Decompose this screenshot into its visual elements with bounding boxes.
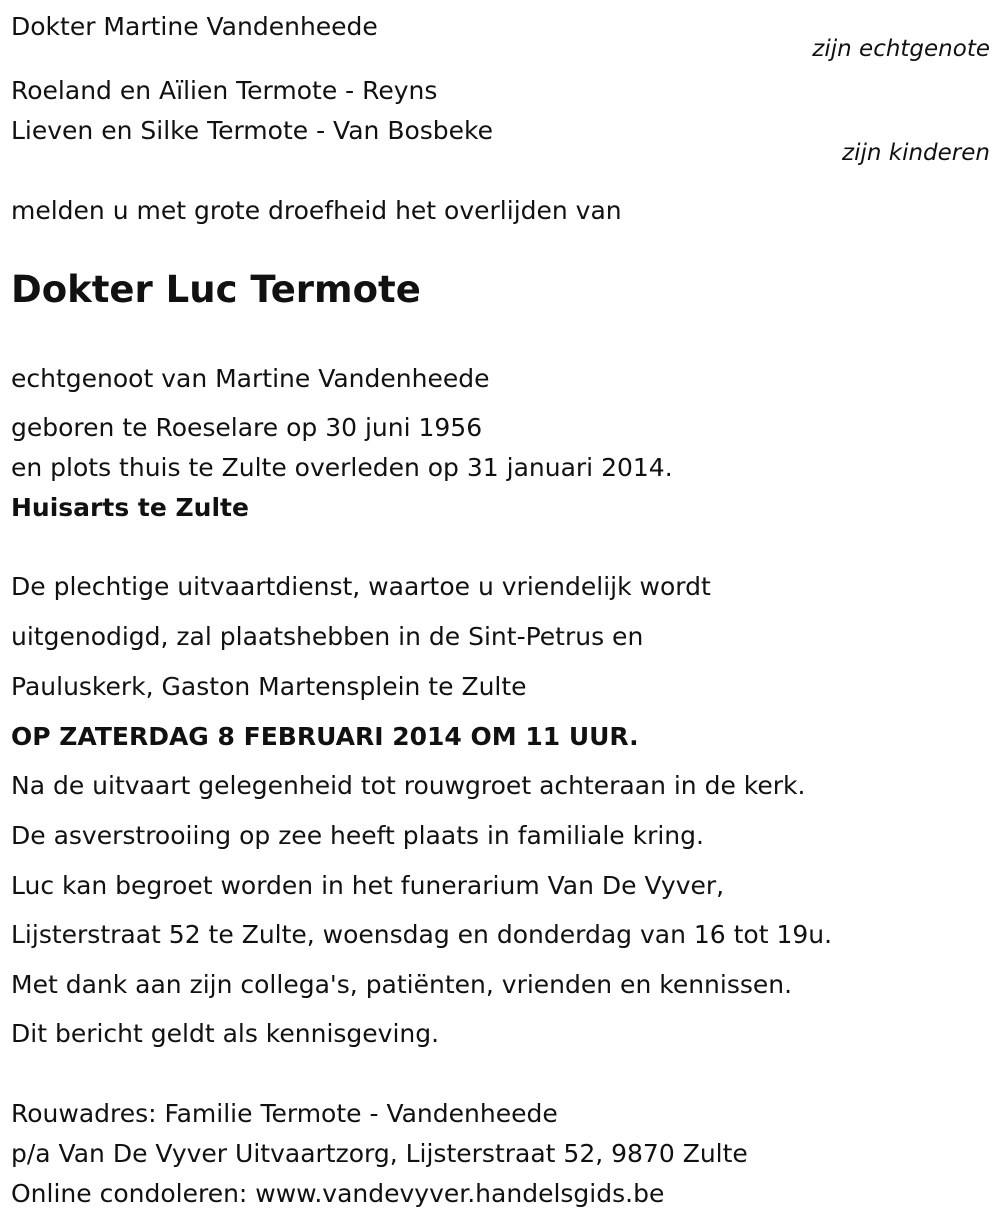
mourning-address: Rouwadres: Familie Termote - Vandenheede bbox=[11, 1099, 558, 1128]
deceased-relation: echtgenoot van Martine Vandenheede bbox=[11, 364, 490, 393]
funeral-home-address: p/a Van De Vyver Uitvaartzorg, Lijsterstraat 52, 9870 Zulte bbox=[11, 1139, 748, 1168]
ceremony-line-7: Luc kan begroet worden in het funerarium Van De Vyver, bbox=[11, 871, 725, 900]
death-info: en plots thuis te Zulte overleden op 31 januari 2014. bbox=[11, 453, 673, 482]
ceremony-date: OP ZATERDAG 8 FEBRUARI 2014 OM 11 UUR. bbox=[11, 722, 639, 751]
ceremony-line-3: Pauluskerk, Gaston Martensplein te Zulte bbox=[11, 672, 527, 701]
birth-info: geboren te Roeselare op 30 juni 1956 bbox=[11, 413, 483, 442]
announcement-text: melden u met grote droefheid het overlijden van bbox=[11, 196, 622, 225]
ceremony-line-2: uitgenodigd, zal plaatshebben in de Sint-Petrus en bbox=[11, 622, 644, 651]
spouse-label: zijn echtgenote bbox=[812, 36, 990, 62]
child-line-1: Roeland en Aïlien Termote - Reyns bbox=[11, 76, 438, 105]
online-condolence: Online condoleren: www.vandevyver.handelsgids.be bbox=[11, 1179, 665, 1208]
deceased-name: Dokter Luc Termote bbox=[11, 268, 421, 311]
child-line-2: Lieven en Silke Termote - Van Bosbeke bbox=[11, 116, 494, 145]
ceremony-line-8: Lijsterstraat 52 te Zulte, woensdag en donderdag van 16 tot 19u. bbox=[11, 920, 833, 949]
ceremony-line-6: De asverstrooiing op zee heeft plaats in familiale kring. bbox=[11, 821, 704, 850]
profession: Huisarts te Zulte bbox=[11, 493, 249, 522]
children-label: zijn kinderen bbox=[842, 140, 990, 166]
spouse-name: Dokter Martine Vandenheede bbox=[11, 12, 378, 41]
ceremony-line-5: Na de uitvaart gelegenheid tot rouwgroet achteraan in de kerk. bbox=[11, 771, 806, 800]
ceremony-line-10: Dit bericht geldt als kennisgeving. bbox=[11, 1019, 440, 1048]
ceremony-line-1: De plechtige uitvaartdienst, waartoe u vriendelijk wordt bbox=[11, 572, 711, 601]
ceremony-line-9: Met dank aan zijn collega's, patiënten, vrienden en kennissen. bbox=[11, 970, 793, 999]
